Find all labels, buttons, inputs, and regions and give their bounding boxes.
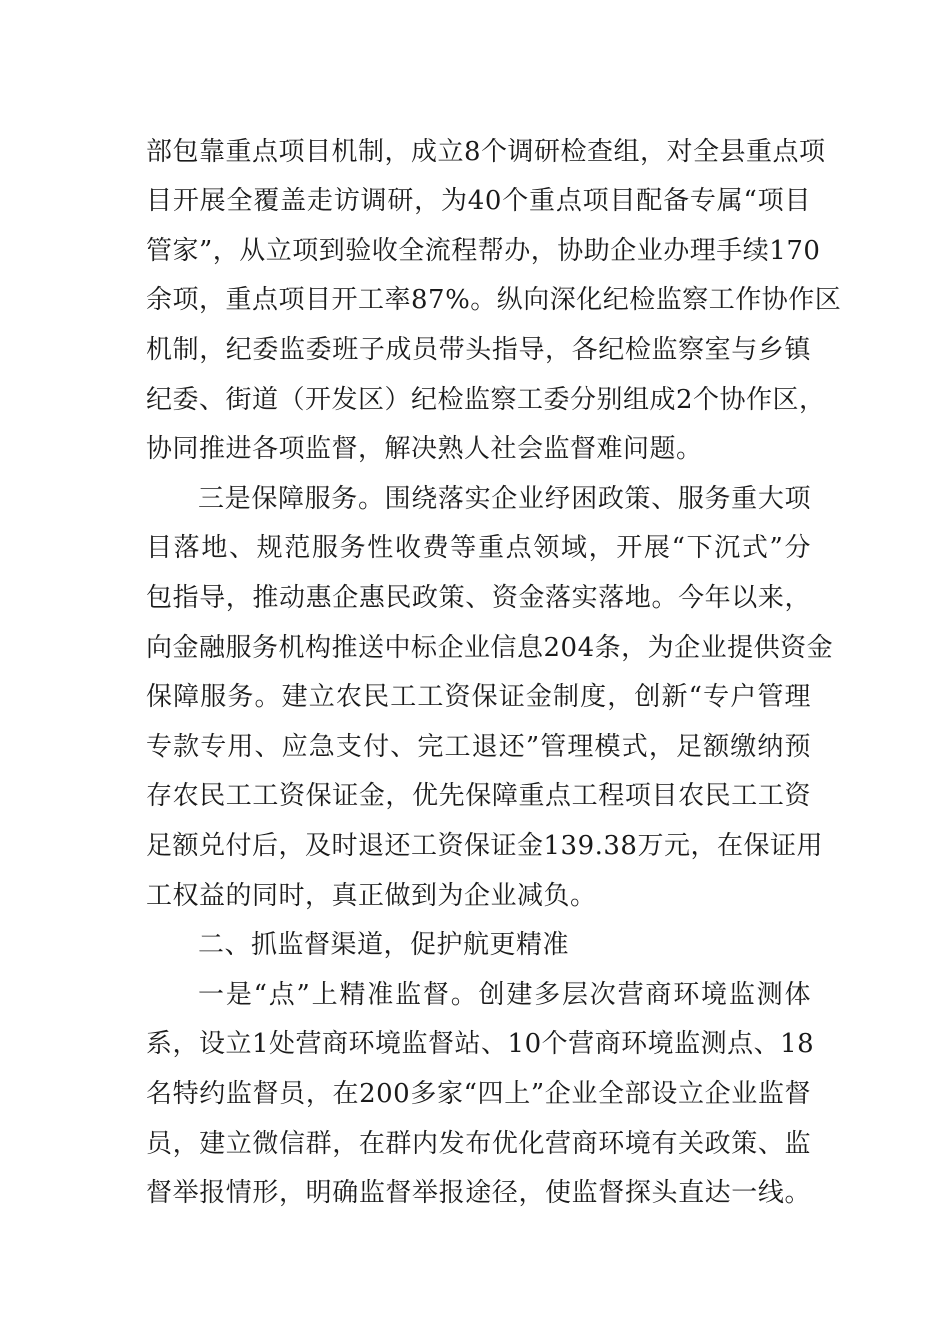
text-line: 管家”，从立项到验收全流程帮办，协助企业办理手续170 [146,236,821,266]
text-line: 保障服务。建立农民工工资保证金制度，创新“专户管理 [146,682,811,712]
text-line: 目落地、规范服务性收费等重点领域，开展“下沉式”分 [146,533,811,563]
text-line: 足额兑付后，及时退还工资保证金139.38万元，在保证用 [146,831,823,861]
text-line: 目开展全覆盖走访调研，为40个重点项目配备专属“项目 [146,186,811,216]
text-line: 专款专用、应急支付、完工退还”管理模式，足额缴纳预 [146,732,811,762]
text-line: 纪委、街道（开发区）纪检监察工委分别组成2个协作区， [146,385,826,415]
text-line: 部包靠重点项目机制，成立8个调研检查组，对全县重点项 [146,137,826,167]
text-line: 工权益的同时，真正做到为企业减负。 [146,881,597,911]
text-line: 机制，纪委监委班子成员带头指导，各纪检监察室与乡镇 [146,335,811,365]
text-line: 督举报情形，明确监督举报途径，使监督探头直达一线。 [146,1178,811,1208]
text-line: 协同推进各项监督，解决熟人社会监督难问题。 [146,434,703,464]
text-line: 余项，重点项目开工率87%。纵向深化纪检监察工作协作区 [146,285,842,315]
section-heading: 二、抓监督渠道，促护航更精准 [198,930,570,960]
text-line: 系，设立1处营商环境监督站、10个营商环境监测点、18 [146,1029,815,1059]
text-line: 存农民工工资保证金，优先保障重点工程项目农民工工资 [146,781,811,811]
text-line: 包指导，推动惠企惠民政策、资金落实落地。今年以来， [146,583,811,613]
text-line: 员，建立微信群，在群内发布优化营商环境有关政策、监 [146,1129,811,1159]
text-line: 一是“点”上精准监督。创建多层次营商环境监测体 [198,980,811,1010]
text-line: 向金融服务机构推送中标企业信息204条，为企业提供资金 [146,633,834,663]
text-line: 名特约监督员，在200多家“四上”企业全部设立企业监督 [146,1079,811,1109]
text-line: 三是保障服务。围绕落实企业纾困政策、服务重大项 [198,484,811,514]
